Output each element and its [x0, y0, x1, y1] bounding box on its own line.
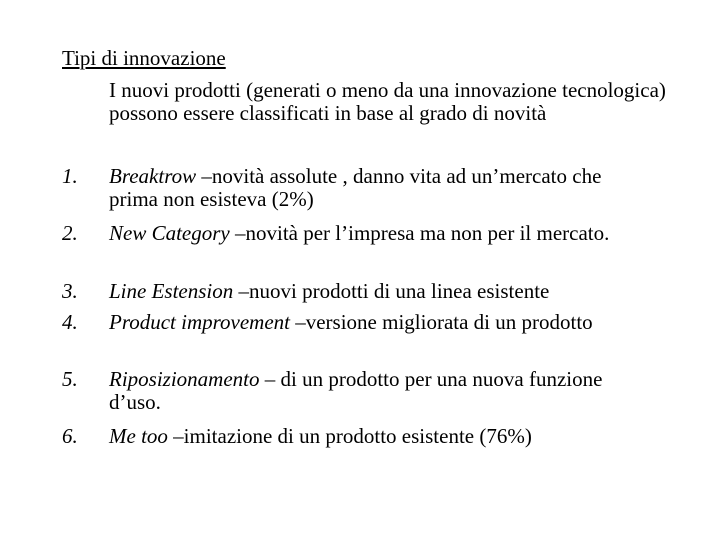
item-description: –nuovi prodotti di una linea esistente — [233, 279, 550, 303]
item-description: –imitazione di un prodotto esistente (76%) — [167, 424, 532, 448]
item-text — [109, 280, 629, 303]
item-term: Product improvement — [109, 310, 290, 334]
item-text — [109, 165, 629, 211]
item-term: Riposizionamento — [109, 367, 260, 391]
item-term: Breaktrow — [109, 164, 197, 188]
slide-title: Tipi di innovazione — [62, 46, 226, 70]
item-description: –novità per l’impresa ma non per il mercato. — [229, 221, 610, 245]
item-text — [109, 368, 629, 414]
item-text — [109, 311, 629, 334]
item-text — [109, 222, 629, 245]
item-term: New Category — [109, 221, 230, 245]
item-number: 2. — [62, 221, 78, 245]
item-number: 4. — [62, 310, 78, 334]
item-term: Me too — [109, 424, 168, 448]
intro-paragraph: I nuovi prodotti (generati o meno da una innovazione tecnologica) possono essere classificati in base al grado di novità — [109, 78, 666, 125]
item-description: –versione migliorata di un prodotto — [289, 310, 593, 334]
item-number: 3. — [62, 279, 78, 303]
item-number: 6. — [62, 424, 78, 448]
item-number: 1. — [62, 164, 78, 188]
item-term: Line Estension — [109, 279, 234, 303]
item-number: 5. — [62, 367, 78, 391]
item-text — [109, 425, 629, 448]
item-description: – di un prodotto per una nuova funzione d’uso. — [109, 367, 603, 414]
item-description: –novità assolute , danno vita ad un’mercato che prima non esisteva (2%) — [109, 164, 602, 211]
